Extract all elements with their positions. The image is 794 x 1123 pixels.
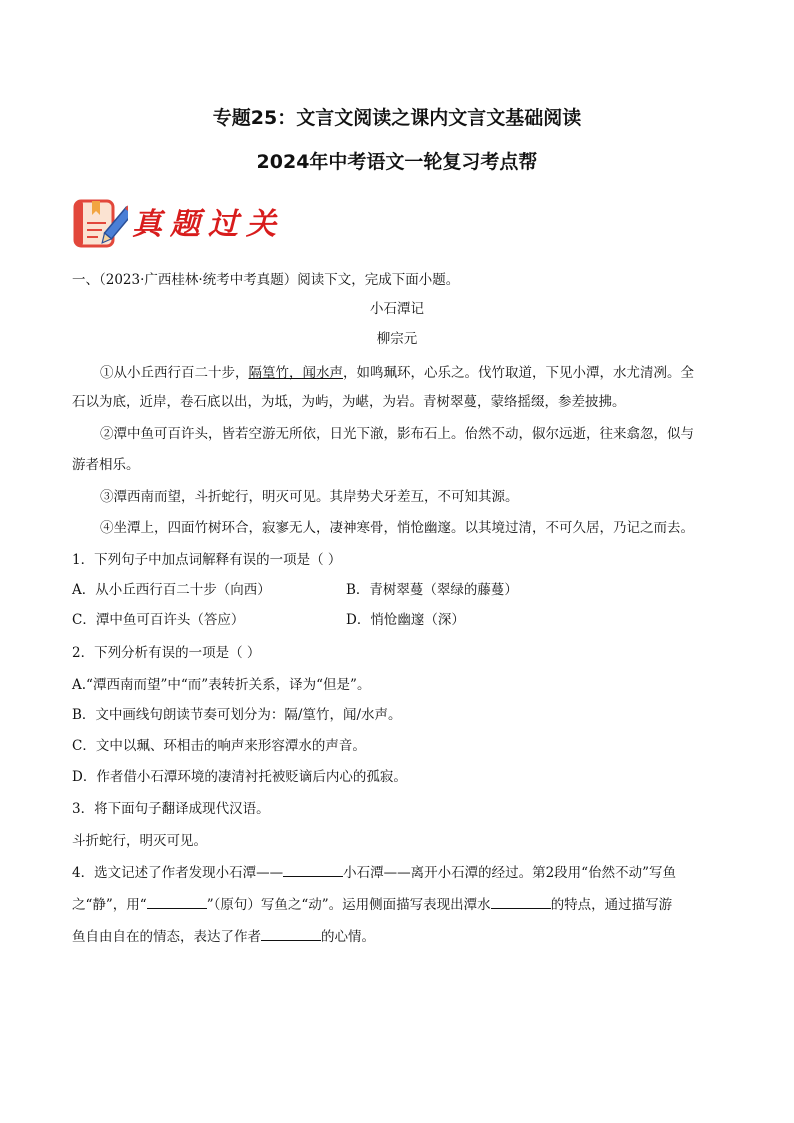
passage-paragraph-3: ③潭西南而望，斗折蛇行，明灭可见。其岸势犬牙差互，不可知其源。 <box>100 489 519 505</box>
q1-stem: 1．下列句子中加点词解释有误的一项是（ ） <box>72 552 342 568</box>
q4-line-2 <box>72 894 672 915</box>
q2-option-d[interactable]: D．作者借小石潭环境的凄清衬托被贬谪后内心的孤寂。 <box>72 769 407 785</box>
p1-text-cont: ，如鸣珮环，心乐之。伐竹取道，下见小潭，水尤清冽。全 <box>343 365 694 381</box>
answer-blank[interactable] <box>283 862 343 877</box>
passage-title: 小石潭记 <box>370 301 424 317</box>
q4-text: 4．选文记述了作者发现小石潭—— <box>72 865 284 881</box>
q1-option-c[interactable]: C．潭中鱼可百许头（答应） <box>72 612 245 628</box>
answer-blank[interactable] <box>491 894 551 909</box>
passage-paragraph-2: ②潭中鱼可百许头，皆若空游无所依，日光下澈，影布石上。佁然不动，俶尔远逝，往来翕忽，似与 <box>100 426 694 442</box>
document-subtitle: 2024年中考语文一轮复习考点帮 <box>256 151 538 173</box>
answer-blank[interactable] <box>147 894 207 909</box>
document-title: 专题25：文言文阅读之课内文言文基础阅读 <box>212 107 582 129</box>
q1-option-b[interactable]: B．青树翠蔓（翠绿的藤蔓） <box>346 582 518 598</box>
section-banner <box>72 196 282 252</box>
q2-option-b[interactable]: B．文中画线句朗读节奏可划分为：隔/篁竹，闻/水声。 <box>72 707 402 723</box>
q4-line-1 <box>72 862 676 883</box>
question-intro: 一、（2023·广西桂林·统考中考真题）阅读下文，完成下面小题。 <box>72 272 460 288</box>
q2-option-c[interactable]: C．文中以珮、环相击的响声来形容潭水的声音。 <box>72 738 366 754</box>
passage-paragraph-4: ④坐潭上，四面竹树环合，寂寥无人，凄神寒骨，悄怆幽邃。以其境过清，不可久居，乃记之而去。 <box>100 520 694 536</box>
p1-text: ①从小丘西行百二十步， <box>100 365 249 381</box>
q1-option-a[interactable]: A．从小丘西行百二十步（向西） <box>72 582 271 598</box>
q4-text-cont: 的心情。 <box>321 929 375 945</box>
q4-text: 鱼自由自在的情态，表达了作者 <box>72 929 261 945</box>
underlined-phrase: 隔篁竹，闻水声 <box>248 365 343 381</box>
passage-paragraph-1 <box>100 363 694 383</box>
notebook-pencil-icon <box>72 198 128 250</box>
passage-author: 柳宗元 <box>376 331 418 347</box>
q4-text: 之“静”，用“ <box>72 897 147 913</box>
q4-text-cont: 的特点，通过描写游 <box>550 897 673 913</box>
answer-blank[interactable] <box>261 926 321 941</box>
q4-line-3 <box>72 926 375 947</box>
q3-stem: 3．将下面句子翻译成现代汉语。 <box>72 801 270 817</box>
q2-stem: 2．下列分析有误的一项是（ ） <box>72 645 261 661</box>
q2-option-a[interactable]: A.“潭西南而望”中“而”表转折关系，译为“但是”。 <box>72 677 371 693</box>
banner-title: 真题过关 <box>132 207 284 242</box>
q4-text-cont: 小石潭——离开小石潭的经过。第2段用“佁然不动”写鱼 <box>343 865 676 881</box>
q1-option-d[interactable]: D．悄怆幽邃（深） <box>346 612 465 628</box>
q3-sentence: 斗折蛇行，明灭可见。 <box>72 833 207 849</box>
passage-paragraph-2-cont: 游者相乐。 <box>72 457 140 473</box>
q4-text-cont: ”（原句）写鱼之“动”。运用侧面描写表现出潭水 <box>206 897 491 913</box>
passage-paragraph-1-cont: 石以为底，近岸，卷石底以出，为坻，为屿，为嵁，为岩。青树翠蔓，蒙络摇缀，参差披拂。 <box>72 394 626 410</box>
